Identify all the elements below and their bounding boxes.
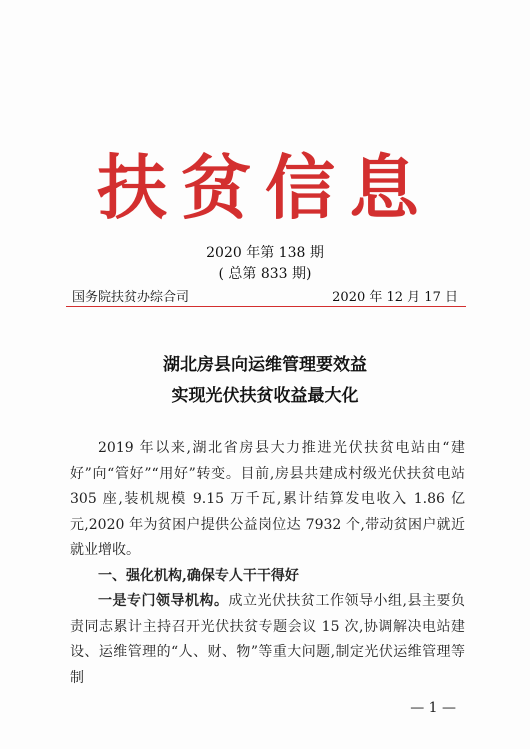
page-number: — 1 — [410,700,456,716]
publisher: 国务院扶贫办综合司 [72,290,190,305]
paragraph-lead: 一是专门领导机构。 [98,593,229,609]
article-title-line-1: 湖北房县向运维管理要效益 [163,355,367,375]
cumulative-issue-number: ( 总第 833 期) [218,266,312,282]
publish-date: 2020 年 12 月 17 日 [332,290,458,305]
section-heading: 一、强化机构,确保专人干干得好 [98,567,299,584]
article-title-line-2: 实现光伏扶贫收益最大化 [171,386,359,406]
masthead-title: 扶贫信息 [97,146,433,229]
issue-number: 2020 年第 138 期 [206,245,324,261]
red-divider [66,306,466,307]
paragraph-intro: 2019 年以来,湖北省房县大力推进光伏扶贫电站由“建好”向“管好”“用好”转变。目前,房县共建成村级光伏扶贫电站 305 座,装机规模 9.15 万千瓦,累计结算发电收入 1.86 亿元,2020 年为贫困户提供公益岗位达 7932 个,带动贫困户就近就业增收。 [70,440,465,558]
article-body [70,436,465,691]
paragraph-leadership-text: 成立光伏扶贫工作领导小组,县主要负责同志累计主持召开光伏扶贫专题会议 15 次,协调解决电站建设、运维管理的“人、财、物”等重大问题,制定光伏运维管理等制 [70,593,466,686]
paragraph-leadership [70,589,465,691]
